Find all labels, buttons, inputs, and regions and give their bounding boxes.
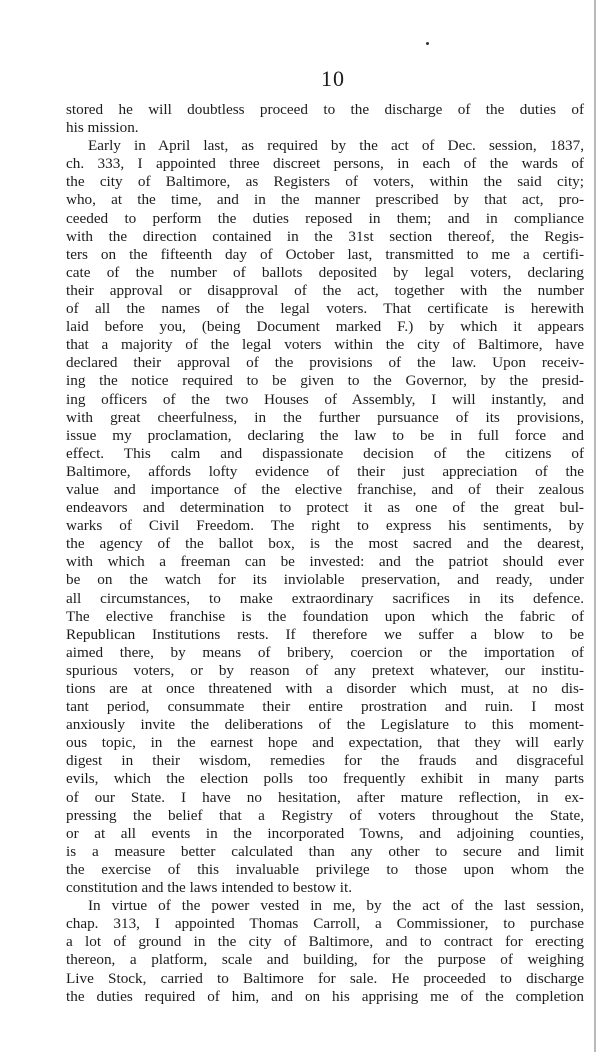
text-line: all circumstances, to make extraordinary sacrifices in its defence.	[66, 589, 584, 607]
text-line: of all the names of the legal voters. That certificate is herewith	[66, 300, 584, 318]
text-line: his mission.	[66, 119, 139, 137]
text-line: with great cheerfulness, in the further pursuance of its provisions,	[66, 408, 584, 426]
body-text	[66, 101, 584, 1006]
text-line: the duties required of him, and on his apprising me of the completion	[66, 987, 584, 1005]
text-line: ing the notice required to be given to the Governor, by the presid-	[66, 372, 584, 390]
text-line: is a measure better calculated than any other to secure and limit	[66, 842, 584, 860]
text-line: ters on the fifteenth day of October last, transmitted to me a certifi-	[66, 245, 584, 263]
text-line: anxiously invite the deliberations of the Legislature to this moment-	[66, 716, 584, 734]
text-line: aimed there, by means of bribery, coercion or the importation of	[66, 643, 584, 661]
text-line: who, at the time, and in the manner prescribed by that act, pro-	[66, 191, 584, 209]
text-line: effect. This calm and dispassionate decision of the citizens of	[66, 444, 584, 462]
text-line: digest in their wisdom, remedies for the frauds and disgraceful	[66, 752, 584, 770]
text-line: In virtue of the power vested in me, by the act of the last session,	[88, 897, 584, 915]
page-edge-shadow	[594, 0, 596, 1052]
text-line: spurious voters, or by reason of any pretext whatever, our institu-	[66, 661, 584, 679]
text-line: constitution and the laws intended to bestow it.	[66, 879, 352, 897]
text-line: tions are at once threatened with a disorder which must, at no dis-	[66, 680, 584, 697]
text-line: the agency of the ballot box, is the most sacred and the dearest,	[66, 535, 584, 553]
text-line: that a majority of the legal voters within the city of Baltimore, have	[66, 336, 584, 354]
text-line: declared their approval of the provisions of the law. Upon receiv-	[66, 354, 584, 372]
text-line: the city of Baltimore, as Registers of voters, within the said city;	[66, 173, 584, 191]
text-line: or at all events in the incorporated Towns, and adjoining counties,	[66, 824, 584, 842]
text-line: Live Stock, carried to Baltimore for sale. He proceeded to discharge	[66, 969, 584, 987]
text-line: with the direction contained in the 31st section thereof, the Regis-	[66, 227, 584, 245]
text-line: ch. 333, I appointed three discreet persons, in each of the wards of	[66, 155, 584, 173]
page-number: 10	[321, 66, 345, 91]
text-line: The elective franchise is the foundation upon which the fabric of	[66, 607, 584, 625]
text-line: of our State. I have no hesitation, after mature reflection, in ex-	[66, 788, 584, 806]
text-line: be on the watch for its inviolable preservation, and ready, under	[66, 571, 584, 589]
text-line: pressing the belief that a Registry of voters throughout the State,	[66, 806, 584, 824]
text-line: issue my proclamation, declaring the law to be in full force and	[66, 426, 584, 444]
text-line: thereon, a platform, scale and building, for the purpose of weighing	[66, 951, 584, 969]
text-line: stored he will doubtless proceed to the discharge of the duties of	[66, 101, 584, 118]
text-line: ous topic, in the earnest hope and expectation, that they will early	[66, 734, 584, 752]
text-line: chap. 313, I appointed Thomas Carroll, a Commissioner, to purchase	[66, 915, 584, 933]
text-line: a lot of ground in the city of Baltimore, and to contract for erecting	[66, 933, 584, 951]
text-line: tant period, consummate their entire prostration and ruin. I most	[66, 698, 584, 716]
ink-speck	[426, 42, 429, 45]
text-line: Republican Institutions rests. If therefore we suffer a blow to be	[66, 625, 584, 643]
text-line: endeavors and determination to protect it as one of the great bul-	[66, 499, 584, 517]
text-line: laid before you, (being Document marked F.) by which it appears	[66, 318, 584, 336]
text-line: Baltimore, affords lofty evidence of their just appreciation of the	[66, 462, 584, 480]
text-line: ceeded to perform the duties reposed in them; and in compliance	[66, 209, 584, 227]
text-line: cate of the number of ballots deposited by legal voters, declaring	[66, 263, 584, 281]
text-line: their approval or disapproval of the act, together with the number	[66, 281, 584, 299]
text-line: Early in April last, as required by the act of Dec. session, 1837,	[88, 137, 584, 155]
text-line: ing officers of the two Houses of Assembly, I will instantly, and	[66, 390, 584, 408]
text-line: the exercise of this invaluable privilege to those upon whom the	[66, 860, 584, 878]
text-line: with which a freeman can be invested: and the patriot should ever	[66, 553, 584, 571]
text-line: evils, which the election polls too frequently exhibit in many parts	[66, 770, 584, 788]
text-line: value and importance of the elective franchise, and of their zealous	[66, 480, 584, 498]
text-line: warks of Civil Freedom. The right to express his sentiments, by	[66, 517, 584, 535]
